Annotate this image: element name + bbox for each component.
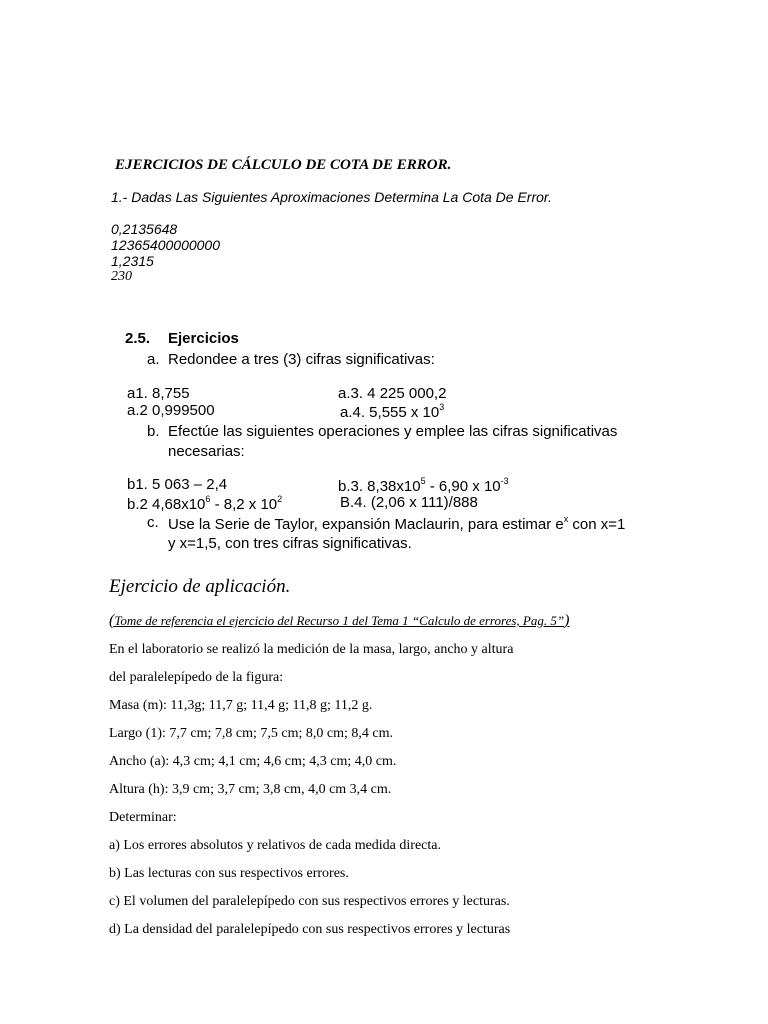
item-b3-part: b.3. 8,38x10: [338, 478, 421, 495]
item-b3-part: - 6,90 x 10: [425, 478, 501, 495]
item-a-label: a.: [147, 351, 160, 368]
approx-value: 12365400000000: [111, 237, 221, 253]
application-line: del paralelepípedo de la figura:: [109, 670, 284, 685]
application-line: En el laboratorio se realizó la medición de la masa, largo, ancho y altura: [109, 642, 514, 657]
approx-value: 230: [111, 269, 132, 284]
item-a-text: Redondee a tres (3) cifras significativas:: [168, 351, 435, 368]
item-a1: a1. 8,755: [127, 385, 190, 402]
measurement-height: Altura (h): 3,9 cm; 3,7 cm; 3,8 cm, 4,0 cm 3,4 cm.: [109, 782, 392, 797]
ref-text: Tome de referencia el ejercicio del Recurso 1 del Tema 1 “Calculo de errores, Pag. 5”: [114, 613, 565, 628]
item-a4: [340, 402, 444, 421]
task-a: a) Los errores absolutos y relativos de cada medida directa.: [109, 838, 441, 853]
item-b2-exponent: 6: [205, 494, 211, 504]
item-b1: b1. 5 063 – 2,4: [127, 476, 228, 493]
item-b2-exponent: 2: [277, 494, 283, 504]
task-d: d) La densidad del paralelepípedo con sus respectivos errores y lecturas: [109, 922, 511, 937]
item-b3-exponent: -3: [500, 476, 509, 486]
ref-open-paren: (: [109, 612, 115, 629]
item-b2-part: - 8,2 x 10: [210, 496, 278, 513]
application-reference: [109, 612, 569, 630]
item-c-part: con x=1: [568, 516, 626, 533]
application-title: Ejercicio de aplicación.: [109, 576, 291, 597]
measurement-mass: Masa (m): 11,3g; 11,7 g; 11,4 g; 11,8 g; 11,2 g.: [109, 698, 373, 713]
section-heading: EJERCICIOS DE CÁLCULO DE COTA DE ERROR.: [115, 157, 452, 173]
item-b-text-1: Efectúe las siguientes operaciones y emplee las cifras significativas: [168, 423, 618, 440]
section-title: Ejercicios: [168, 330, 239, 347]
item-b4: B.4. (2,06 x 111)/888: [340, 494, 478, 511]
measurement-width: Ancho (a): 4,3 cm; 4,1 cm; 4,6 cm; 4,3 cm; 4,0 cm.: [109, 754, 397, 769]
item-c-label: c.: [147, 514, 159, 531]
item-b2: [127, 494, 282, 513]
item-b2-part: b.2 4,68x10: [127, 496, 206, 513]
item-b-text-2: necesarias:: [168, 443, 245, 460]
approx-value: 0,2135648: [111, 221, 178, 237]
item-b3-exponent: 5: [420, 476, 426, 486]
item-c-text-1: [168, 514, 625, 533]
item-a3: a.3. 4 225 000,2: [338, 385, 447, 402]
item-a2: a.2 0,999500: [127, 402, 215, 419]
item-c-part: Use la Serie de Taylor, expansión Maclaurin, para estimar e: [168, 516, 564, 533]
determine-label: Determinar:: [109, 810, 177, 825]
item-c-exponent: x: [563, 514, 569, 524]
measurement-length: Largo (1): 7,7 cm; 7,8 cm; 7,5 cm; 8,0 cm; 8,4 cm.: [109, 726, 393, 741]
approx-value: 1,2315: [111, 253, 154, 269]
item-a4-exponent: 3: [439, 402, 445, 412]
task-c: c) El volumen del paralelepípedo con sus respectivos errores y lecturas.: [109, 894, 510, 909]
ref-close-paren: ): [564, 612, 570, 629]
question-1: 1.- Dadas Las Siguientes Aproximaciones Determina La Cota De Error.: [111, 189, 552, 205]
item-c-text-2: y x=1,5, con tres cifras significativas.: [168, 535, 412, 552]
task-b: b) Las lecturas con sus respectivos errores.: [109, 866, 349, 881]
item-a4-base: a.4. 5,555 x 10: [340, 404, 440, 421]
item-b-label: b.: [147, 423, 160, 440]
item-b3: [338, 476, 509, 495]
approximation-list: [111, 221, 220, 285]
section-number: 2.5.: [125, 330, 151, 347]
